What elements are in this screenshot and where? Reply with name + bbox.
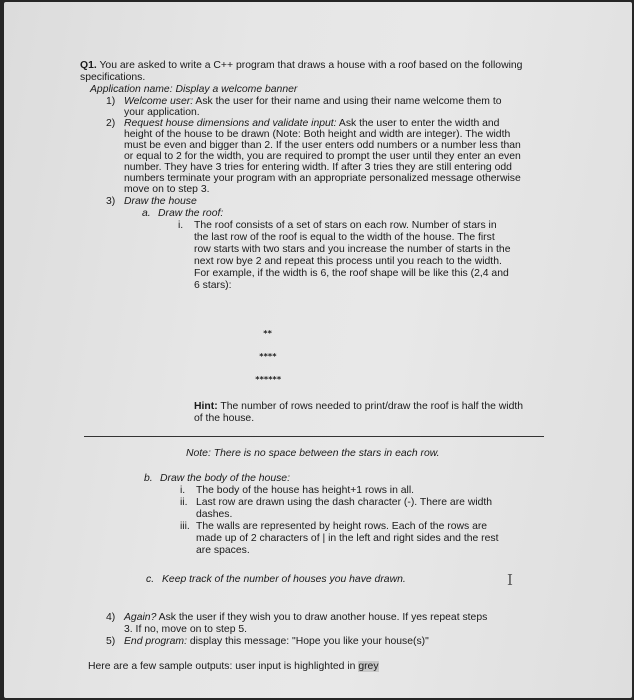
substep-b-i-number: i. xyxy=(180,485,186,496)
note: Note: There is no space between the stars in each row. xyxy=(186,448,440,459)
roof-desc-line: next row bye 2 and repeat this process until you reach to the width. xyxy=(194,256,502,267)
step-2-line: height of the house to be drawn (Note: Both height and width are integer). The width xyxy=(124,129,511,140)
divider-line xyxy=(84,436,544,437)
substep-c-text: Keep track of the number of houses you have drawn. xyxy=(162,574,406,585)
step-4-text: Again? Ask the user if they wish you to draw another house. If yes repeat steps xyxy=(124,612,488,623)
step-1-line2: your application. xyxy=(124,107,200,118)
substep-b-iii-number: iii. xyxy=(180,521,190,532)
step-1-text: Welcome user: Ask the user for their name and using their name welcome them to xyxy=(124,96,502,107)
step-2-number: 2) xyxy=(106,118,116,129)
substep-b-ii-text: Last row are drawn using the dash character (-). There are width xyxy=(196,497,493,508)
step-1-number: 1) xyxy=(106,96,116,107)
step-2-line: move on to step 3. xyxy=(124,184,210,195)
step-3-number: 3) xyxy=(106,196,116,207)
roof-desc-line: the last row of the roof is equal to the width of the house. The first xyxy=(194,232,495,243)
application-name: Application name: Display a welcome banner xyxy=(90,84,298,95)
roof-desc-line: For example, if the width is 6, the roof shape will be like this (2,4 and xyxy=(194,268,509,279)
substep-c-number: c. xyxy=(146,574,155,585)
walls-desc-line: are spaces. xyxy=(196,545,250,556)
roof-row-3: ****** xyxy=(255,375,281,384)
roof-row-1: ** xyxy=(263,329,272,338)
text-cursor-icon: I xyxy=(507,571,513,589)
roof-desc-line: row starts with two stars and you increase the number of starts in the xyxy=(194,244,511,255)
substep-b-ii-number: ii. xyxy=(180,497,188,508)
question-number: Q1. xyxy=(80,60,97,71)
step-5-text: End program: display this message: "Hope you like your house(s)" xyxy=(124,636,429,647)
step-2-text: Request house dimensions and validate input: Ask the user to enter the width and xyxy=(124,118,500,129)
substep-a-number: a. xyxy=(142,208,151,219)
walls-desc-line: The walls are represented by height rows. Each of the rows are xyxy=(196,521,488,532)
document-page xyxy=(4,2,632,698)
sample-outputs-intro: Here are a few sample outputs: user input is highlighted in grey xyxy=(88,661,379,672)
roof-desc-line: The roof consists of a set of stars on each row. Number of stars in xyxy=(194,220,497,231)
roof-row-2: **** xyxy=(259,352,277,361)
step-2-line: number. They have 3 tries for entering width. If after 3 tries they are still entering odd xyxy=(124,162,512,173)
question-title xyxy=(80,60,522,72)
substep-a-i-number: i. xyxy=(178,220,184,231)
substep-b-ii-line2: dashes. xyxy=(196,509,233,520)
substep-b-number: b. xyxy=(144,473,153,484)
substep-b-label: Draw the body of the house: xyxy=(160,473,290,484)
hint-line2: of the house. xyxy=(194,413,255,424)
hint: Hint: The number of rows needed to print/draw the roof is half the width xyxy=(194,401,524,412)
step-5-number: 5) xyxy=(106,636,116,647)
question-title-line2: specifications. xyxy=(80,72,146,83)
substep-b-i-text: The body of the house has height+1 rows in all. xyxy=(196,485,415,496)
substep-a-label: Draw the roof: xyxy=(158,208,224,219)
question-text: You are asked to write a C++ program that draws a house with a roof based on the following xyxy=(96,60,523,71)
step-2-line: must be even and bigger than 2. If the user enters odd numbers or a number less than xyxy=(124,140,521,151)
step-4-number: 4) xyxy=(106,612,116,623)
step-3-label: Draw the house xyxy=(124,196,197,207)
roof-desc-line: 6 stars): xyxy=(194,280,232,291)
step-2-line: or equal to 2 for the width, you are required to prompt the user until they enter an even xyxy=(124,151,521,162)
walls-desc-line: made up of 2 characters of | in the left and right sides and the rest xyxy=(196,533,499,544)
step-4-line2: 3. If no, move on to step 5. xyxy=(124,624,248,635)
step-2-line: numbers terminate your program with an appropriate personalized message otherwise xyxy=(124,173,521,184)
